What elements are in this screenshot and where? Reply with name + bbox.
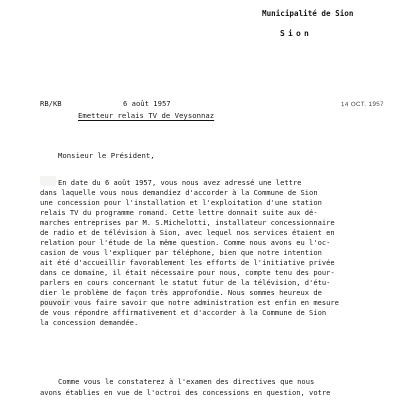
scan-smudge [40,176,56,186]
body-line: parlers en cours concernant le statut futur de la télévision, d'étu- [40,278,331,287]
body-line: dans ce domaine, il était nécessaire pour nous, compte tenu des pour- [40,268,335,277]
body-line: En date du 6 août 1957, vous nous avez adressé une lettre [58,178,302,187]
body-line: marches entreprises par M. S.Michelotti, installateur concessionnaire [40,218,335,227]
body-line: la concession demandée. [40,318,139,327]
recipient-city: Sion [280,29,313,38]
body-line: dans laquelle vous nous demandiez d'accorder à la Commune de Sion [40,188,318,197]
reference-initials: RB/KB [40,99,62,108]
body-line: relais TV du programme romand. Cette lettre donnait suite aux dé- [40,208,318,217]
subject-line: Emetteur relais TV de Veysonnaz [78,111,215,120]
body-line: avons établies en vue de l'octroi des concessions en question, votre [40,388,331,397]
scan-smudge [40,298,74,307]
recipient-municipality: Municipalité de Sion [262,9,354,18]
body-line: dier le problème de façon très approfondie. Nous sommes heureux de [40,288,322,297]
body-line: Comme vous le constaterez à l'examen des directives que nous [58,377,315,386]
salutation: Monsieur le Président, [58,151,155,160]
body-line: de radio et de télévision à Sion, avec lequel nos services étaient en [40,228,335,237]
body-line: une concession pour l'installation et l'exploitation d'une station [40,198,322,207]
received-date-stamp: 14 OCT. 1957 [340,100,385,109]
body-line: de vous répondre affirmativement et d'accorder à la Commune de Sion [40,308,327,317]
reference-date: 6 août 1957 [123,99,171,108]
body-line: relation pour l'étude de la même question. Comme nous avons eu l'oc- [40,238,331,247]
body-line: pouvoir vous faire savoir que notre administration est enfin en mesure [40,298,339,307]
body-line: ait été d'accueillir favorablement les efforts de l'initiative privée [40,258,335,267]
body-line: casion de vous l'expliquer par téléphone, bien que notre intention [40,248,322,257]
